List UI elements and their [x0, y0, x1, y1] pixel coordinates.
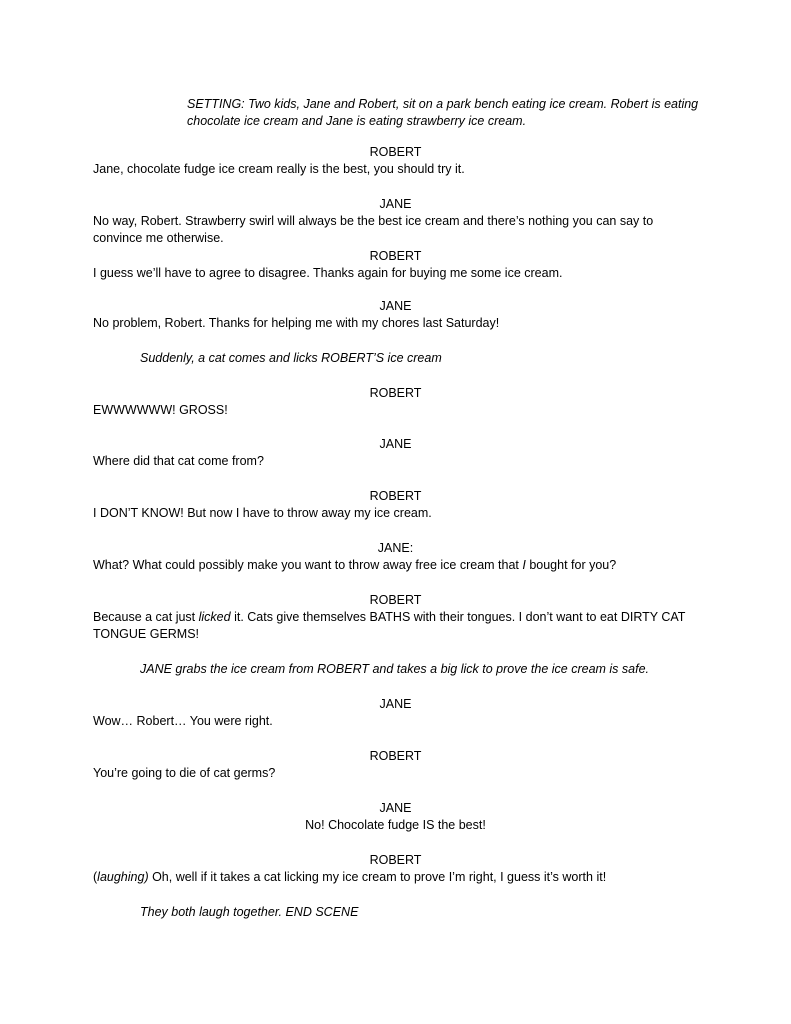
- speaker-name: ROBERT: [369, 249, 422, 263]
- speaker-name: ROBERT: [369, 749, 422, 763]
- dialogue-line: Jane, chocolate fudge ice cream really is the best, you should try it.: [93, 162, 465, 176]
- line-text: Because a cat just: [93, 610, 199, 624]
- speaker-name: JANE: [379, 197, 412, 211]
- dialogue-line: No! Chocolate fudge IS the best!: [305, 818, 486, 832]
- line-text: Oh, well if it takes a cat licking my ice cream to prove I’m right, I guess it’s worth it!: [148, 870, 607, 884]
- dialogue-line: [93, 609, 703, 643]
- line-emphasis: licked: [198, 610, 231, 624]
- speaker-name: ROBERT: [369, 853, 422, 867]
- dialogue-line: I DON’T KNOW! But now I have to throw away my ice cream.: [93, 506, 432, 520]
- line-text: (: [93, 870, 98, 884]
- dialogue-line: [93, 869, 703, 886]
- speaker-name: ROBERT: [369, 593, 422, 607]
- speaker-name: ROBERT: [369, 386, 422, 400]
- dialogue-line: You’re going to die of cat germs?: [93, 766, 276, 780]
- speaker-name: ROBERT: [369, 489, 422, 503]
- stage-direction: Suddenly, a cat comes and licks ROBERT’S ice cream: [140, 351, 442, 365]
- dialogue-line: I guess we’ll have to agree to disagree. Thanks again for buying me some ice cream.: [93, 266, 563, 280]
- dialogue-line: EWWWWWW! GROSS!: [93, 403, 228, 417]
- stage-setting: SETTING: Two kids, Jane and Robert, sit on a park bench eating ice cream. Robert is eating chocolate ice cream and Jane is eating strawberry ice cream.: [187, 97, 699, 128]
- stage-direction: They both laugh together. END SCENE: [140, 905, 359, 919]
- line-text: bought for you?: [525, 558, 617, 572]
- line-emphasis: laughing): [97, 870, 149, 884]
- line-text: What? What could possibly make you want to throw away free ice cream that: [93, 558, 523, 572]
- dialogue-line: No way, Robert. Strawberry swirl will always be the best ice cream and there’s nothing you can say to convince me otherwise.: [93, 214, 654, 245]
- speaker-name: JANE: [379, 299, 412, 313]
- speaker-name: ROBERT: [369, 145, 422, 159]
- dialogue-line: Wow… Robert… You were right.: [93, 714, 273, 728]
- dialogue-line: [93, 557, 703, 574]
- dialogue-line: No problem, Robert. Thanks for helping me with my chores last Saturday!: [93, 316, 500, 330]
- speaker-name: JANE:: [377, 541, 414, 555]
- speaker-name: JANE: [379, 801, 412, 815]
- speaker-name: JANE: [379, 437, 412, 451]
- dialogue-line: Where did that cat come from?: [93, 454, 264, 468]
- line-text: it. Cats give themselves BATHS with their tongues. I don’t want to eat DIRTY CAT TONGUE GERMS!: [93, 610, 686, 641]
- speaker-name: JANE: [379, 697, 412, 711]
- stage-direction: JANE grabs the ice cream from ROBERT and takes a big lick to prove the ice cream is safe.: [140, 662, 650, 676]
- line-emphasis: I: [522, 558, 526, 572]
